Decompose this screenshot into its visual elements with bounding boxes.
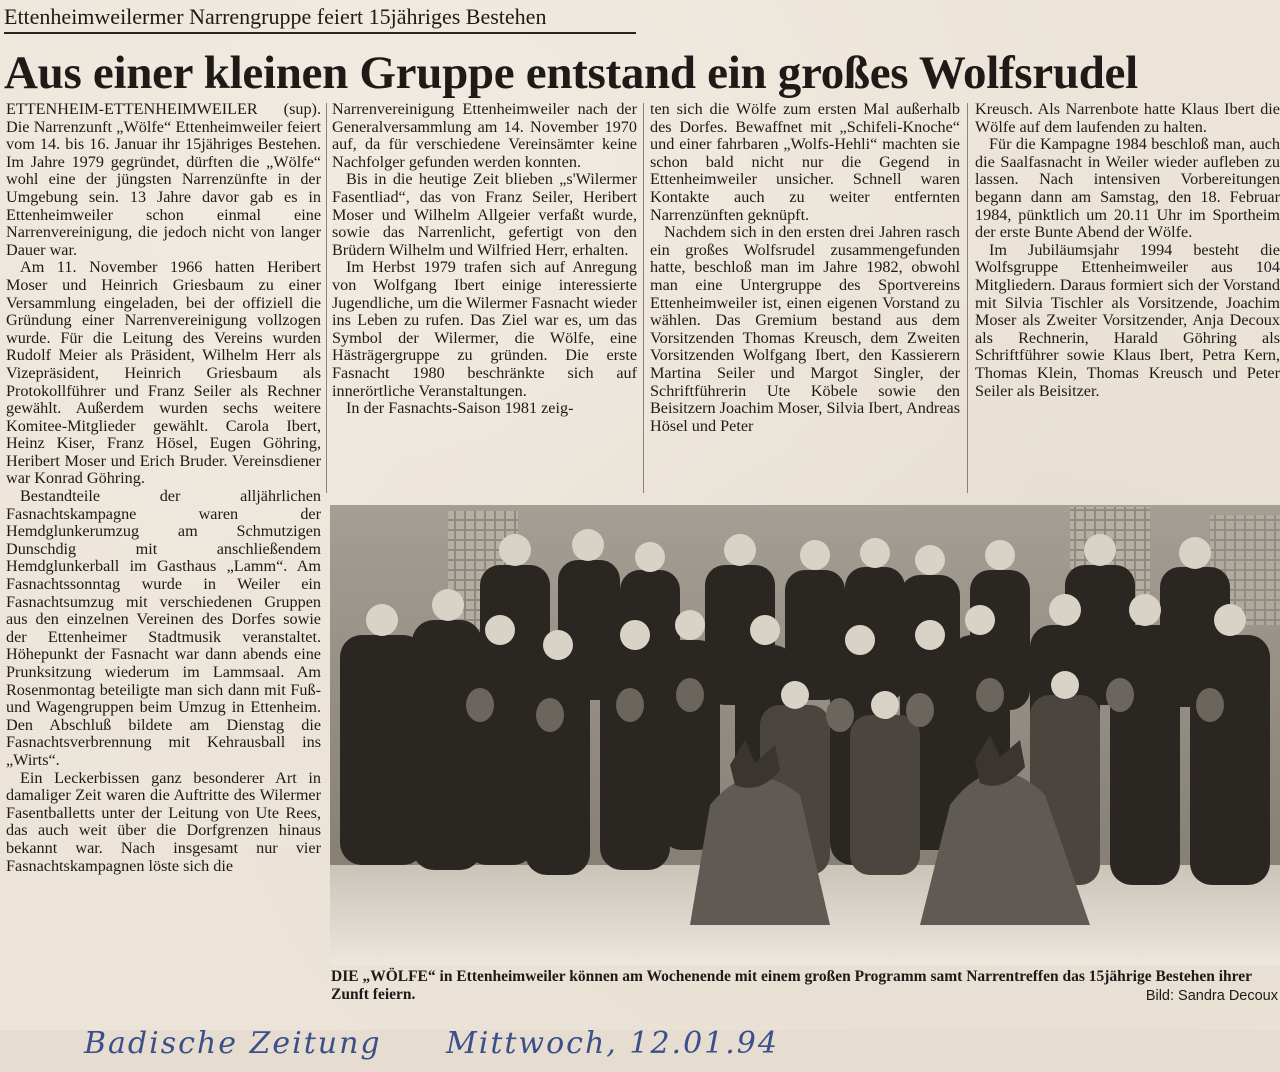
paragraph: Für die Kampagne 1984 beschloß man, auch die Saalfasnacht in Weiler wieder aufleben zu lassen. Nach intensiven Vorbereitungen begann dann am Samstag, den 18. Februar 1984, pünktlich um 20.11 Uhr im Sportheim der erste Bunte Abend der Wölfe. [975, 135, 1280, 242]
paragraph: Narrenvereinigung Ettenheimweiler nach der Generalversammlung am 14. November 1970 auf, da für verschiedene Vereinsämter keine Nachfolger gefunden werden konnten. [332, 100, 637, 171]
article-column-2 [332, 101, 637, 418]
paragraph: Bis in die heutige Zeit blieben „s'Wilermer Fasentliad“, das von Franz Seiler, Heribert Moser und Wilhelm Allgeier verfaßt wurde, sowie das Narrenlicht, gefertigt von den Brüdern Wilhelm und Wilfried Herr, erhalten. [332, 170, 637, 259]
column-rule [967, 103, 968, 493]
group-photo [330, 505, 1280, 965]
paragraph: In der Fasnachts-Saison 1981 zeig- [346, 399, 574, 418]
photo-caption: DIE „WÖLFE“ in Ettenheimweiler können am Wochenende mit einem großen Programm samt Narrentreffen das 15jährige Bestehen ihrer Zunft feiern. [331, 968, 1252, 1003]
paragraph: Im Jubiläumsjahr 1994 besteht die Wolfsgruppe Ettenheimweiler aus 104 Mitgliedern. Daraus formiert sich der Vorstand mit Silvia Tischler als Vorsitzende, Joachim Moser als Zweiter Vorsitzender, Anja Decoux als Rechnerin, Harald Göhring als Schriftführer sowie Klaus Ibert, Petra Kern, Thomas Klein, Thomas Kreusch und Peter Seiler als Beisitzer. [975, 240, 1280, 400]
paragraph: Am 11. November 1966 hatten Heribert Moser und Heinrich Griesbaum zu einer Versammlung eingeladen, bei der offiziell die Gründung einer Narrenvereinigung vollzogen wurde. Für die Leitung des Vereins wurden Rudolf Meier als Präsident, Wilhelm Herr als Vizepräsident, Heinrich Griesbaum als Protokollführer und Franz Seiler als Rechner gewählt. Außerdem wurden sechs weitere Komitee-Mitglieder gewählt. Carola Ibert, Heinz Kiser, Franz Hösel, Eugen Göhring, Heribert Moser und Erich Bruder. Vereinsdiener war Konrad Göhring. [6, 258, 321, 488]
paragraph: Im Herbst 1979 trafen sich auf Anregung von Wolfgang Ibert einige interessierte Jugendliche, um die Wilermer Fasnacht wieder ins Leben zu rufen. Das Ziel war es, um das Symbol der Wilermer, die Wölfe, eine Hästrägergruppe zu gründen. Die erste Fasnacht 1980 beschränkte sich auf innerörtliche Veranstaltungen. [332, 258, 637, 400]
photo-credit: Bild: Sandra Decoux [1145, 988, 1278, 1004]
paragraph: ETTENHEIM-ETTENHEIMWEILER (sup). Die Narrenzunft „Wölfe“ Ettenheimweiler feiert vom 14. bis 16. Januar ihr 15jähriges Bestehen. Im Jahre 1979 gegründet, dürften die „Wölfe“ wohl eine der jüngsten Narrenzünfte in der Umgebung sein. 13 Jahre davor gab es in Ettenheimweiler schon einmal eine Narrenvereinigung, die jedoch nicht von langer Dauer war. [6, 100, 321, 259]
article-column-4 [975, 101, 1280, 400]
paragraph: Nachdem sich in den ersten drei Jahren rasch ein großes Wolfsrudel zusammengefunden hatte, beschloß man im Jahre 1982, obwohl man eine Untergruppe des Sportvereins Ettenheimweiler ist, einen eigenen Vorstand zu wählen. Das Gremium bestand aus dem Vorsitzenden Thomas Kreusch, dem Zweiten Vorsitzenden Wolfgang Ibert, den Kassierern Martina Seiler und Margot Singler, der Schriftführerin Ute Köbele sowie den Beisitzern Joachim Moser, Silvia Ibert, Andreas Hösel und Peter [650, 223, 960, 435]
handwritten-date: Mittwoch, 12.01.94 [446, 1026, 779, 1061]
paragraph: Kreusch. Als Narrenbote hatte Klaus Ibert die Wölfe auf dem laufenden zu halten. [975, 100, 1280, 136]
article-column-3 [650, 101, 960, 435]
handwritten-newspaper-name: Badische Zeitung [84, 1026, 382, 1061]
paragraph: Bestandteile der alljährlichen Fasnachtskampagne waren der Hemdglunkerumzug am Schmutzigen Dunschdig mit anschließendem Hemdglunkerball im Gasthaus „Lamm“. Am Fasnachtssonntag wurde in Weiler ein Fasnachtsumzug mit verschiedenen Gruppen aus den einzelnen Vereinen des Dorfes sowie der Ettenheimer Stadtmusik veranstaltet. Höhepunkt der Fasnacht war dann abends eine Prunksitzung wiederum im Lammsaal. Am Rosenmontag beteiligte man sich dann mit Fuß- und Wagengruppen beim Umzug in Ettenheim. Den Abschluß bildete am Dienstag die Fasnachtsverbrennung mit Kehrausball ins „Wirts“. [6, 487, 321, 769]
column-rule [643, 103, 644, 493]
article-column-1 [6, 101, 321, 875]
group-photo-illustration [330, 505, 1280, 965]
paragraph: Ein Leckerbissen ganz besonderer Art in damaliger Zeit waren die Auftritte des Wilermer Fasentballetts unter der Leitung von Ute Rees, das auch weit über die Dorfgrenzen hinaus bekannt war. Nach insgesamt nur vier Fasnachtskampagnen löste sich die [6, 768, 321, 875]
column-rule [326, 103, 327, 493]
article-headline: Aus einer kleinen Gruppe entstand ein großes Wolfsrudel [4, 47, 1138, 99]
paragraph: ten sich die Wölfe zum ersten Mal außerhalb des Dorfes. Bewaffnet mit „Schifeli-Knoche“ und einer fahrbaren „Wolfs-Hehli“ machten sie schon bald nicht nur die Gegend in Ettenheimweiler unsicher. Schnell waren Kontakte auch zu weiter entfernten Narrenzünften geknüpft. [650, 100, 960, 224]
article-kicker: Ettenheimweilermer Narrengruppe feiert 15jähriges Bestehen [4, 2, 636, 34]
